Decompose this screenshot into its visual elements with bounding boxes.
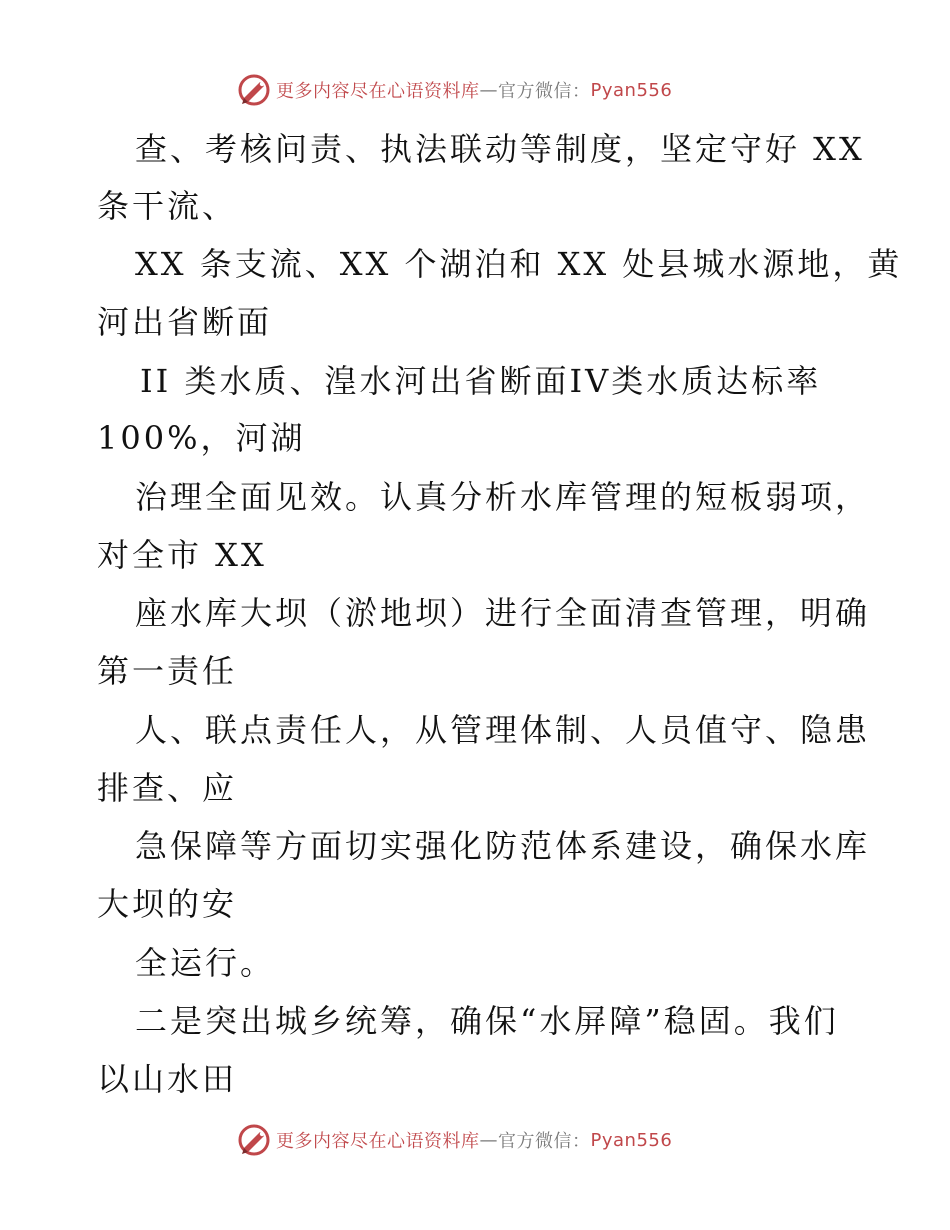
header-watermark-banner <box>0 70 950 110</box>
body-line: II 类水质、湟水河出省断面IV类水质达标率 <box>140 362 822 400</box>
body-line: 治理全面见效。认真分析水库管理的短板弱项， <box>135 478 871 516</box>
body-line: 人、联点责任人，从管理体制、人员值守、隐患 <box>135 711 871 749</box>
body-line: 河出省断面 <box>97 303 273 341</box>
header-contact-label: 官方微信： <box>498 81 591 102</box>
pen-logo-icon <box>236 72 272 108</box>
pen-logo-icon <box>236 1122 272 1158</box>
body-line: XX 条支流、XX 个湖泊和 XX 处县城水源地，黄 <box>135 245 903 283</box>
body-line: 座水库大坝（淤地坝）进行全面清查管理，明确 <box>135 594 871 632</box>
body-line: 条干流、 <box>97 187 238 225</box>
body-line: 以山水田 <box>97 1060 238 1098</box>
body-line: 查、考核问责、执法联动等制度，坚定守好 XX <box>135 130 865 168</box>
header-contact-id: Pyan556 <box>590 79 673 101</box>
body-line: 急保障等方面切实强化防范体系建设，确保水库 <box>135 827 871 865</box>
body-line: 排查、应 <box>97 769 238 807</box>
body-line: 第一责任 <box>97 652 238 690</box>
body-line: 100%，河湖 <box>97 419 306 457</box>
body-line: 二是突出城乡统筹，确保“水屏障”稳固。我们 <box>135 1002 839 1040</box>
header-brand-text: 更多内容尽在心语资料库 <box>276 81 480 102</box>
body-line: 大坝的安 <box>97 885 238 923</box>
footer-dash: — <box>479 1129 498 1151</box>
footer-contact-id: Pyan556 <box>590 1129 673 1151</box>
body-line: 全运行。 <box>135 944 276 982</box>
header-dash: — <box>479 79 498 101</box>
footer-contact-label: 官方微信： <box>498 1131 591 1152</box>
footer-brand-text: 更多内容尽在心语资料库 <box>276 1131 480 1152</box>
footer-watermark-banner <box>0 1120 950 1160</box>
body-line: 对全市 XX <box>97 536 267 574</box>
